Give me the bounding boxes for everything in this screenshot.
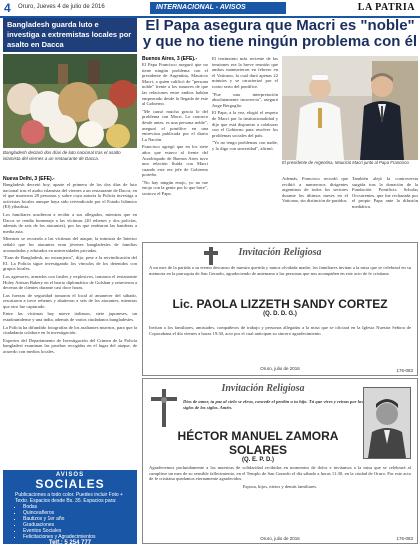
header-date: Oruro, Jueves 4 de julio de 2016 (18, 4, 105, 10)
invitation1-title: Invitación Religiosa (238, 247, 322, 258)
left-paragraph: Expertos del Departamento de Investigación del Crimen de la Policía bangladesí examinan las pruebas recogidas en el lugar del ataque, de acuerdo con medios locales. (3, 337, 137, 355)
avisos-body (3, 490, 137, 544)
invitation2-name: HÉCTOR MANUEL ZAMORA SOLARES (177, 429, 339, 457)
left-dateline: Nueva Delhi, 3 (EFE).- (3, 176, 55, 182)
invitation2-rip: (Q. E. P. D.) (242, 457, 274, 463)
bangladesh-photo (3, 54, 137, 148)
left-paragraph: Los familiares acudieron a recibir a sus allegados, mientras que en Dacca se rendía homenaje a las víctimas (20 rehenes y dos policías, además de seis de los atacantes), por las que ondearon las banderas a media asta. (3, 211, 137, 234)
main-dateline: Buenos Aires, 3 (EFE).- (142, 56, 198, 62)
invitation1-rip: (Q. D. D. G.) (263, 311, 297, 317)
left-paragraph: "Eran de Bangladesh, no extranjeros", dijo, pese a la reivindicación del EI. La Policía sigue investigando los vínculos de los detenidos con grupos locales. (3, 255, 137, 272)
invitation1-place: Oruro, julio de 2016 (260, 366, 300, 371)
left-paragraph: Los agresores, armados con fusiles y explosivos, tomaron el restaurante Holey Artisan Bakery en el barrio diplomático de Gulshan y retuvieron a decenas de clientes durante casi doce horas. (3, 273, 137, 291)
portrait-photo (363, 387, 411, 459)
main-story-col2 (212, 56, 278, 236)
main-story-col1 (142, 56, 208, 236)
left-paragraph: Mientras se recuerda a las víctimas del ataque, la ministra de Interior señaló que los atacantes eran jóvenes bangladesíes de familias acomodadas y educados en universidades privadas. (3, 236, 137, 253)
invitation2-quote: Dios de amor, tu paz al cielo se eleva, concede el perdón a tu hijo. Tú que vives y reinas por los siglos de los siglos. Amén. (183, 399, 363, 410)
main-paragraph: El Papa Francisco aseguró que no tiene ningún problema con el presidente de Argentina, Mauricio Macri, a quien calificó de "persona noble" frente a los rumores de que las relaciones entre ambos habían empeorado desde la llegada de este al Gobierno. (142, 62, 208, 107)
avisos-phone: Telf.: 5 254 777 (48, 540, 92, 544)
main-paragraph: "No hay ningún enojo, yo no me enojo con la gente por lo que hace", sostuvo el Papa. (142, 179, 208, 197)
invitation2-title: Invitación Religiosa (221, 383, 305, 394)
left-paragraph: Entre las víctimas hay nueve italianos, siete japoneses, un estadounidense y una india, además de varios ciudadanos bangladesíes. (3, 311, 137, 323)
left-story-body (3, 176, 137, 472)
avisos-item: ▪ Eventos Sociales (23, 528, 125, 534)
invitation1-ref: 176-083 (396, 368, 413, 373)
avisos-title-top: AVISOS (55, 472, 85, 478)
invitation1-name: Lic. PAOLA LIZZETH SANDY CORTEZ (172, 297, 388, 311)
avisos-item: ▪ Quinceañeros (23, 510, 125, 516)
invitation2-text2: Esposa, hijos, nietos y demás familiares. (242, 483, 318, 489)
avisos-list (15, 504, 125, 540)
main-paragraph: Además, Francisco recordó que recibió a numerosos dirigentes argentinos de todos los sectores durante los últimos meses en el Vaticano, sin distinción de partidos. (282, 176, 348, 204)
main-paragraph: "Yo no tengo problemas con nadie, y lo digo con sinceridad", afirmó. (212, 140, 278, 151)
left-story-headline: Bangladesh guarda luto e investiga a extremistas locales por asalto en Dacca (3, 18, 137, 52)
main-paragraph: El Papa, a la vez, elogió el respeto de Macri por la institucionalidad y dijo que está dispuesto a colaborar con el Gobierno para resolver los problemas sociales del país. (212, 110, 278, 138)
main-photo-caption: El presidente de Argentina, Mauricio Macri junto al Papa Francisco (282, 160, 409, 165)
avisos-intro: Publicaciones a todo color. Puedes incluir Foto + Texto. Espacios desde Bs. 35. Espacios para: (15, 492, 123, 504)
crucifix-icon (149, 389, 179, 427)
avisos-item: ▪ Bautizos y 1er año (23, 516, 125, 522)
avisos-title-main: SOCIALES (35, 477, 105, 491)
left-paragraph: Las fuerzas de seguridad tomaron el local al amanecer del sábado, rescataron a trece rehenes y abatieron a seis de los atacantes, mientras que otro fue capturado. (3, 292, 137, 309)
invitation-zamora-solares (142, 378, 418, 544)
newspaper-name: LA PATRIA (357, 2, 415, 13)
main-paragraph: "Me causó mucha gracia lo del problema con Macri. Lo conozco desde antes, es una persona noble", aseguró el pontífice en una entrevista publicada por el diario La Nación. (142, 108, 208, 142)
main-paragraph: "Fue una interpretación absolutamente incorrecta", aseguró Jorge Bergoglio. (212, 91, 278, 108)
avisos-sociales-ad (3, 470, 137, 544)
invitation2-text: Agradecemos profundamente a las muestras de solidaridad recibidas en momentos de dolor e invitamos a la misa que se celebrará al cumplirse un mes de su sensible fallecimiento, en el Templo de San Gerardo el día sábado a horas 11:30, en la ciudad de Oruro. Por este acto de fe cristiana quedamos eternamente agradecidos. (149, 465, 411, 482)
main-paragraph: El testimonio más reciente de las tensiones era la breve reunión que ambos mantuvieron en febrero en el Vaticano, la cual duró apenas 22 minutos y se caracterizó por el rostro serio del pontífice. (212, 56, 278, 89)
avisos-item: ▪ Graduaciones (23, 522, 125, 528)
invitation1-text: A un mes de la partida a su eterno descanso de nuestra querida y nunca olvidada madre, los familiares invitan a la misa que se celebrará en su memoria en la parroquia de San Gerardo, agradeciendo de antemano a las personas que nos acompañen en este acto de fe cristiana. (149, 265, 411, 276)
left-paragraph: Bangladesh decretó hoy, aparte el primero de los dos días de luto nacional tras el asalto islamista del viernes a un restaurante de Dacca, en el que murieron 28 personas y sobre cuya autoría la Policía investiga a activistas locales aunque haya sido reivindicado por el Estado Islámico (EI) yihadista. (3, 182, 137, 210)
invitation1-text2: Invitan a los familiares, amistades, compañeros de trabajo y personas allegadas a la misa que se oficiará en la Iglesia Nuestra Señora de Copacabana el día viernes a horas 19:30, acto por el cual anticipan su sincero agradecimiento. (149, 325, 411, 336)
avisos-item: ▪ Bodas (23, 504, 125, 510)
main-headline: El Papa asegura que Macri es "noble" y que no tiene ningún problema con él (142, 17, 418, 50)
avisos-item: ▪ Felicitaciones y Agradecimientos (23, 534, 125, 540)
section-label: INTERNACIONAL - AVISOS (150, 2, 286, 14)
left-paragraph: La Policía ha difundido fotografías de los asaltantes muertos, para que la ciudadanía colabore en la investigación. (3, 324, 137, 336)
page-number: 4 (4, 1, 11, 15)
main-story-col3 (282, 176, 348, 238)
page-header (0, 0, 420, 18)
invitation-sandy-cortez (142, 242, 418, 376)
invitation2-place: Oruro, julio de 2016 (260, 536, 300, 541)
pope-macri-photo (282, 56, 418, 160)
left-photo-caption: Bangladesh declaró dos días de luto nacional tras el asalto islamista del viernes a un restaurante de Dacca. (3, 150, 121, 161)
invitation2-ref: 176-083 (396, 536, 413, 541)
main-story-col4 (352, 176, 418, 238)
main-paragraph: También alejó la controversia surgida tras la donación de la Fundación Pontificia Scholas Occurrentes, que fue rechazada por el propio Papa ante la difusión mediática. (352, 176, 418, 209)
main-paragraph: Francisco agregó que en los siete años que estuvo al frente del Arzobispado de Buenos Aires tuvo una relación fluida con Macri cuando este era jefe de Gobierno porteño. (142, 144, 208, 178)
